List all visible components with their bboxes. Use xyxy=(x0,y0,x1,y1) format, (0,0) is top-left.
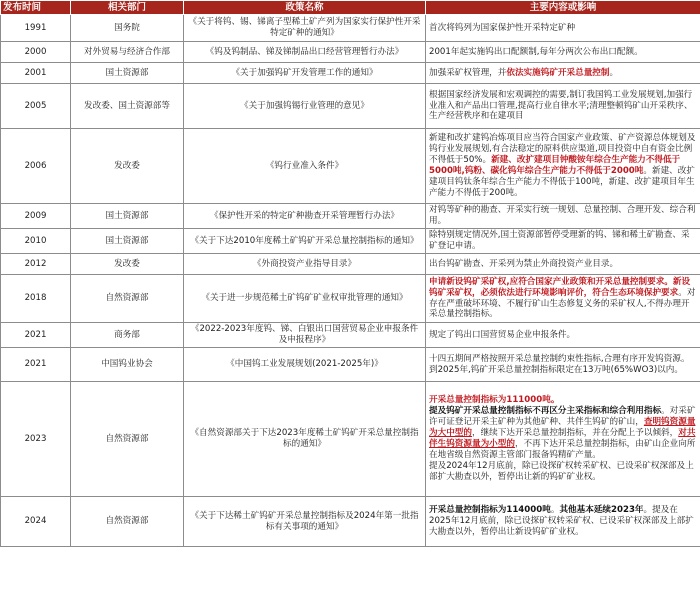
dept-cell: 国土资源部 xyxy=(71,229,184,254)
policy-cell: 《关于进一步规范稀土矿钨矿矿业权审批管理的通知》 xyxy=(184,275,426,323)
table-row xyxy=(1,254,700,275)
table-row xyxy=(1,84,700,129)
table-row xyxy=(1,42,700,63)
year-cell: 2009 xyxy=(1,204,71,229)
policy-cell: 《关于加强钨矿开发管理工作的通知》 xyxy=(184,63,426,84)
content-segment: 除特别规定情况外,国土资源部暂停受理新的钨、锑和稀土矿勘查、采矿登记申请。 xyxy=(429,230,690,251)
dept-cell: 发改委 xyxy=(71,254,184,275)
content-segment: 对共伴生钨资源量为小型的 xyxy=(429,428,696,449)
policy-cell: 《中国钨工业发展规划(2021-2025年)》 xyxy=(184,348,426,382)
content-segment: 。新建、改扩建项目钨钛条年综合生产能力不得低于100吨，新建、改扩建项目年生产能力不得低于200吨。 xyxy=(429,166,695,198)
dept-cell: 对外贸易与经济合作部 xyxy=(71,42,184,63)
content-segment: 首次将钨列为国家保护性开采特定矿种 xyxy=(429,22,576,33)
content-cell xyxy=(426,275,700,323)
content-cell xyxy=(426,63,700,84)
policy-cell: 《自然资源部关于下达2023年度稀土矿钨矿开采总量控制指标的通知》 xyxy=(184,382,426,497)
content-segment: 新设钨矿采矿权，必须依法进行环境影响评价，符合生态环境保护要求 xyxy=(429,276,691,298)
content-cell xyxy=(426,348,700,382)
table-row xyxy=(1,229,700,254)
content-segment: 新建、改扩建项目钟酸铵年综合生产能力不得低于5000吨,钨粉、碳化钨年综合生产能力不得低于2000吨 xyxy=(429,155,681,176)
content-segment: 对钨等矿种的勘查、开采实行统一规划、总量控制、合理开发、综合利用。 xyxy=(429,205,696,226)
content-segment: 。 xyxy=(550,505,560,516)
content-cell xyxy=(426,84,700,129)
policy-cell: 《关于下达稀土矿钨矿开采总量控制指标及2024年第一批指标有关事项的通知》 xyxy=(184,497,426,547)
policy-cell: 《关于将钨、锡、锑离子型稀土矿产列为国家实行保护性开采特定矿种的通知》 xyxy=(184,15,426,42)
content-segment: ，不再下达开采总量控制指标，由矿山企业向所在地省级自然资源主管部门报备钨精矿产量。 xyxy=(429,439,696,460)
content-cell xyxy=(426,204,700,229)
year-cell: 2010 xyxy=(1,229,71,254)
content-cell xyxy=(426,382,700,497)
dept-cell: 自然资源部 xyxy=(71,497,184,547)
policy-cell: 《保护性开采的特定矿种勘查开采管理暂行办法》 xyxy=(184,204,426,229)
content-segment: 。 xyxy=(609,67,619,78)
table-row xyxy=(1,323,700,348)
header-policy: 政策名称 xyxy=(184,1,426,15)
content-segment: 十四五期间严格按照开采总量控制约束性指标,合理有序开发钨资源。到2025年,钨矿开采总量控制指标限定在13万吨(65%WO3)以内。 xyxy=(429,353,690,375)
content-segment: 提及钨矿开采总量控制指标不再区分主采指标和综合利用指标 xyxy=(429,406,662,417)
content-cell xyxy=(426,15,700,42)
table-row xyxy=(1,204,700,229)
table-row xyxy=(1,348,700,382)
year-cell: 2001 xyxy=(1,63,71,84)
content-segment: 依法实施钨矿开采总量控制 xyxy=(506,67,610,78)
policy-cell: 《钨及钨制品、锑及锑制品出口经营管理暂行办法》 xyxy=(184,42,426,63)
content-segment: 根据国家经济发展和宏观调控的需要,制订我国钨工业发展规划,加强行业准入和产品出口管理,提高行业自律水平;清理整顿钨矿山开采秩序、生产经营秩序和在建项目 xyxy=(429,89,693,122)
dept-cell: 发改委、国土资源部等 xyxy=(71,84,184,129)
content-segment: 出台钨矿勘查、开采列为禁止外商投资产业目录。 xyxy=(429,258,619,269)
year-cell: 2021 xyxy=(1,323,71,348)
year-cell: 2006 xyxy=(1,129,71,204)
content-cell xyxy=(426,42,700,63)
table-row xyxy=(1,497,700,547)
table-row xyxy=(1,15,700,42)
year-cell: 2024 xyxy=(1,497,71,547)
year-cell: 2012 xyxy=(1,254,71,275)
header-year: 发布时间 xyxy=(1,1,71,15)
header-row xyxy=(1,1,700,15)
policy-cell: 《关于下达2010年度稀土矿钨矿开采总量控制指标的通知》 xyxy=(184,229,426,254)
content-segment: 开采总量控制指标为111000吨。 xyxy=(429,395,560,406)
content-segment: 2001年起实施钨出口配额制,每年分两次公布出口配额。 xyxy=(429,46,643,57)
year-cell: 2023 xyxy=(1,382,71,497)
content-cell xyxy=(426,254,700,275)
content-segment: 加强采矿权管理，并 xyxy=(429,67,507,78)
policy-cell: 《外商投资产业指导目录》 xyxy=(184,254,426,275)
content-segment: 。对存在严重破坏环境、不履行矿山生态修复义务的采矿权人,不得办理开采总量控制指标。 xyxy=(429,287,696,320)
content-segment: 新建和改扩建钨冶炼项目应当符合国家产业政策、矿产资源总体规划及钨行业发展规划,有合法稳定的原料供应渠道,项目投资中自有资金比例不得低于50%。 xyxy=(429,133,696,166)
table-row xyxy=(1,275,700,323)
content-segment: 规定了钨出口国营贸易企业申报条件。 xyxy=(429,329,576,340)
content-segment: 开采总量控制指标为114000吨 xyxy=(429,505,551,516)
header-dept: 相关部门 xyxy=(71,1,184,15)
dept-cell: 中国钨业协会 xyxy=(71,348,184,382)
policy-cell: 《2022-2023年度钨、锑、白银出口国营贸易企业申报条件及申报程序》 xyxy=(184,323,426,348)
content-segment: 。对采矿许可证登记开采主矿种为其他矿种、共伴生钨矿的矿山， xyxy=(429,406,696,428)
content-cell xyxy=(426,497,700,547)
content-cell xyxy=(426,129,700,204)
table-row xyxy=(1,63,700,84)
table-row xyxy=(1,129,700,204)
content-segment: 其他基本延续2023年 xyxy=(559,505,644,516)
year-cell: 1991 xyxy=(1,15,71,42)
content-segment: 查明钨资源量为大中型的 xyxy=(429,417,696,439)
content-segment: 提及2024年12月底前，除已设探矿权转采矿权、已设采矿权深部及上部扩大勘查以外，暂停出让新的钨矿矿业权。 xyxy=(429,460,694,482)
content-segment: 。提及在2025年12月底前，除已设探矿权转采矿权、已设采矿权深部及上部扩大勘查以外，暂停出让新设钨矿矿业权。 xyxy=(429,505,694,537)
dept-cell: 商务部 xyxy=(71,323,184,348)
content-segment: 申请新设钨矿采矿权,应符合国家产业政策和开采总量控制要求。 xyxy=(429,276,673,287)
dept-cell: 国务院 xyxy=(71,15,184,42)
policy-cell: 《关于加强钨锡行业管理的意见》 xyxy=(184,84,426,129)
content-cell xyxy=(426,323,700,348)
dept-cell: 国土资源部 xyxy=(71,204,184,229)
table-row xyxy=(1,382,700,497)
dept-cell: 国土资源部 xyxy=(71,63,184,84)
header-content: 主要内容或影响 xyxy=(426,1,700,15)
policy-cell: 《钨行业准入条件》 xyxy=(184,129,426,204)
year-cell: 2005 xyxy=(1,84,71,129)
table-body xyxy=(1,15,700,547)
year-cell: 2018 xyxy=(1,275,71,323)
dept-cell: 发改委 xyxy=(71,129,184,204)
year-cell: 2021 xyxy=(1,348,71,382)
dept-cell: 自然资源部 xyxy=(71,275,184,323)
content-cell xyxy=(426,229,700,254)
dept-cell: 自然资源部 xyxy=(71,382,184,497)
content-segment: ，继续下达开采总量控制指标，并在分配上予以倾斜， xyxy=(471,428,679,439)
year-cell: 2000 xyxy=(1,42,71,63)
